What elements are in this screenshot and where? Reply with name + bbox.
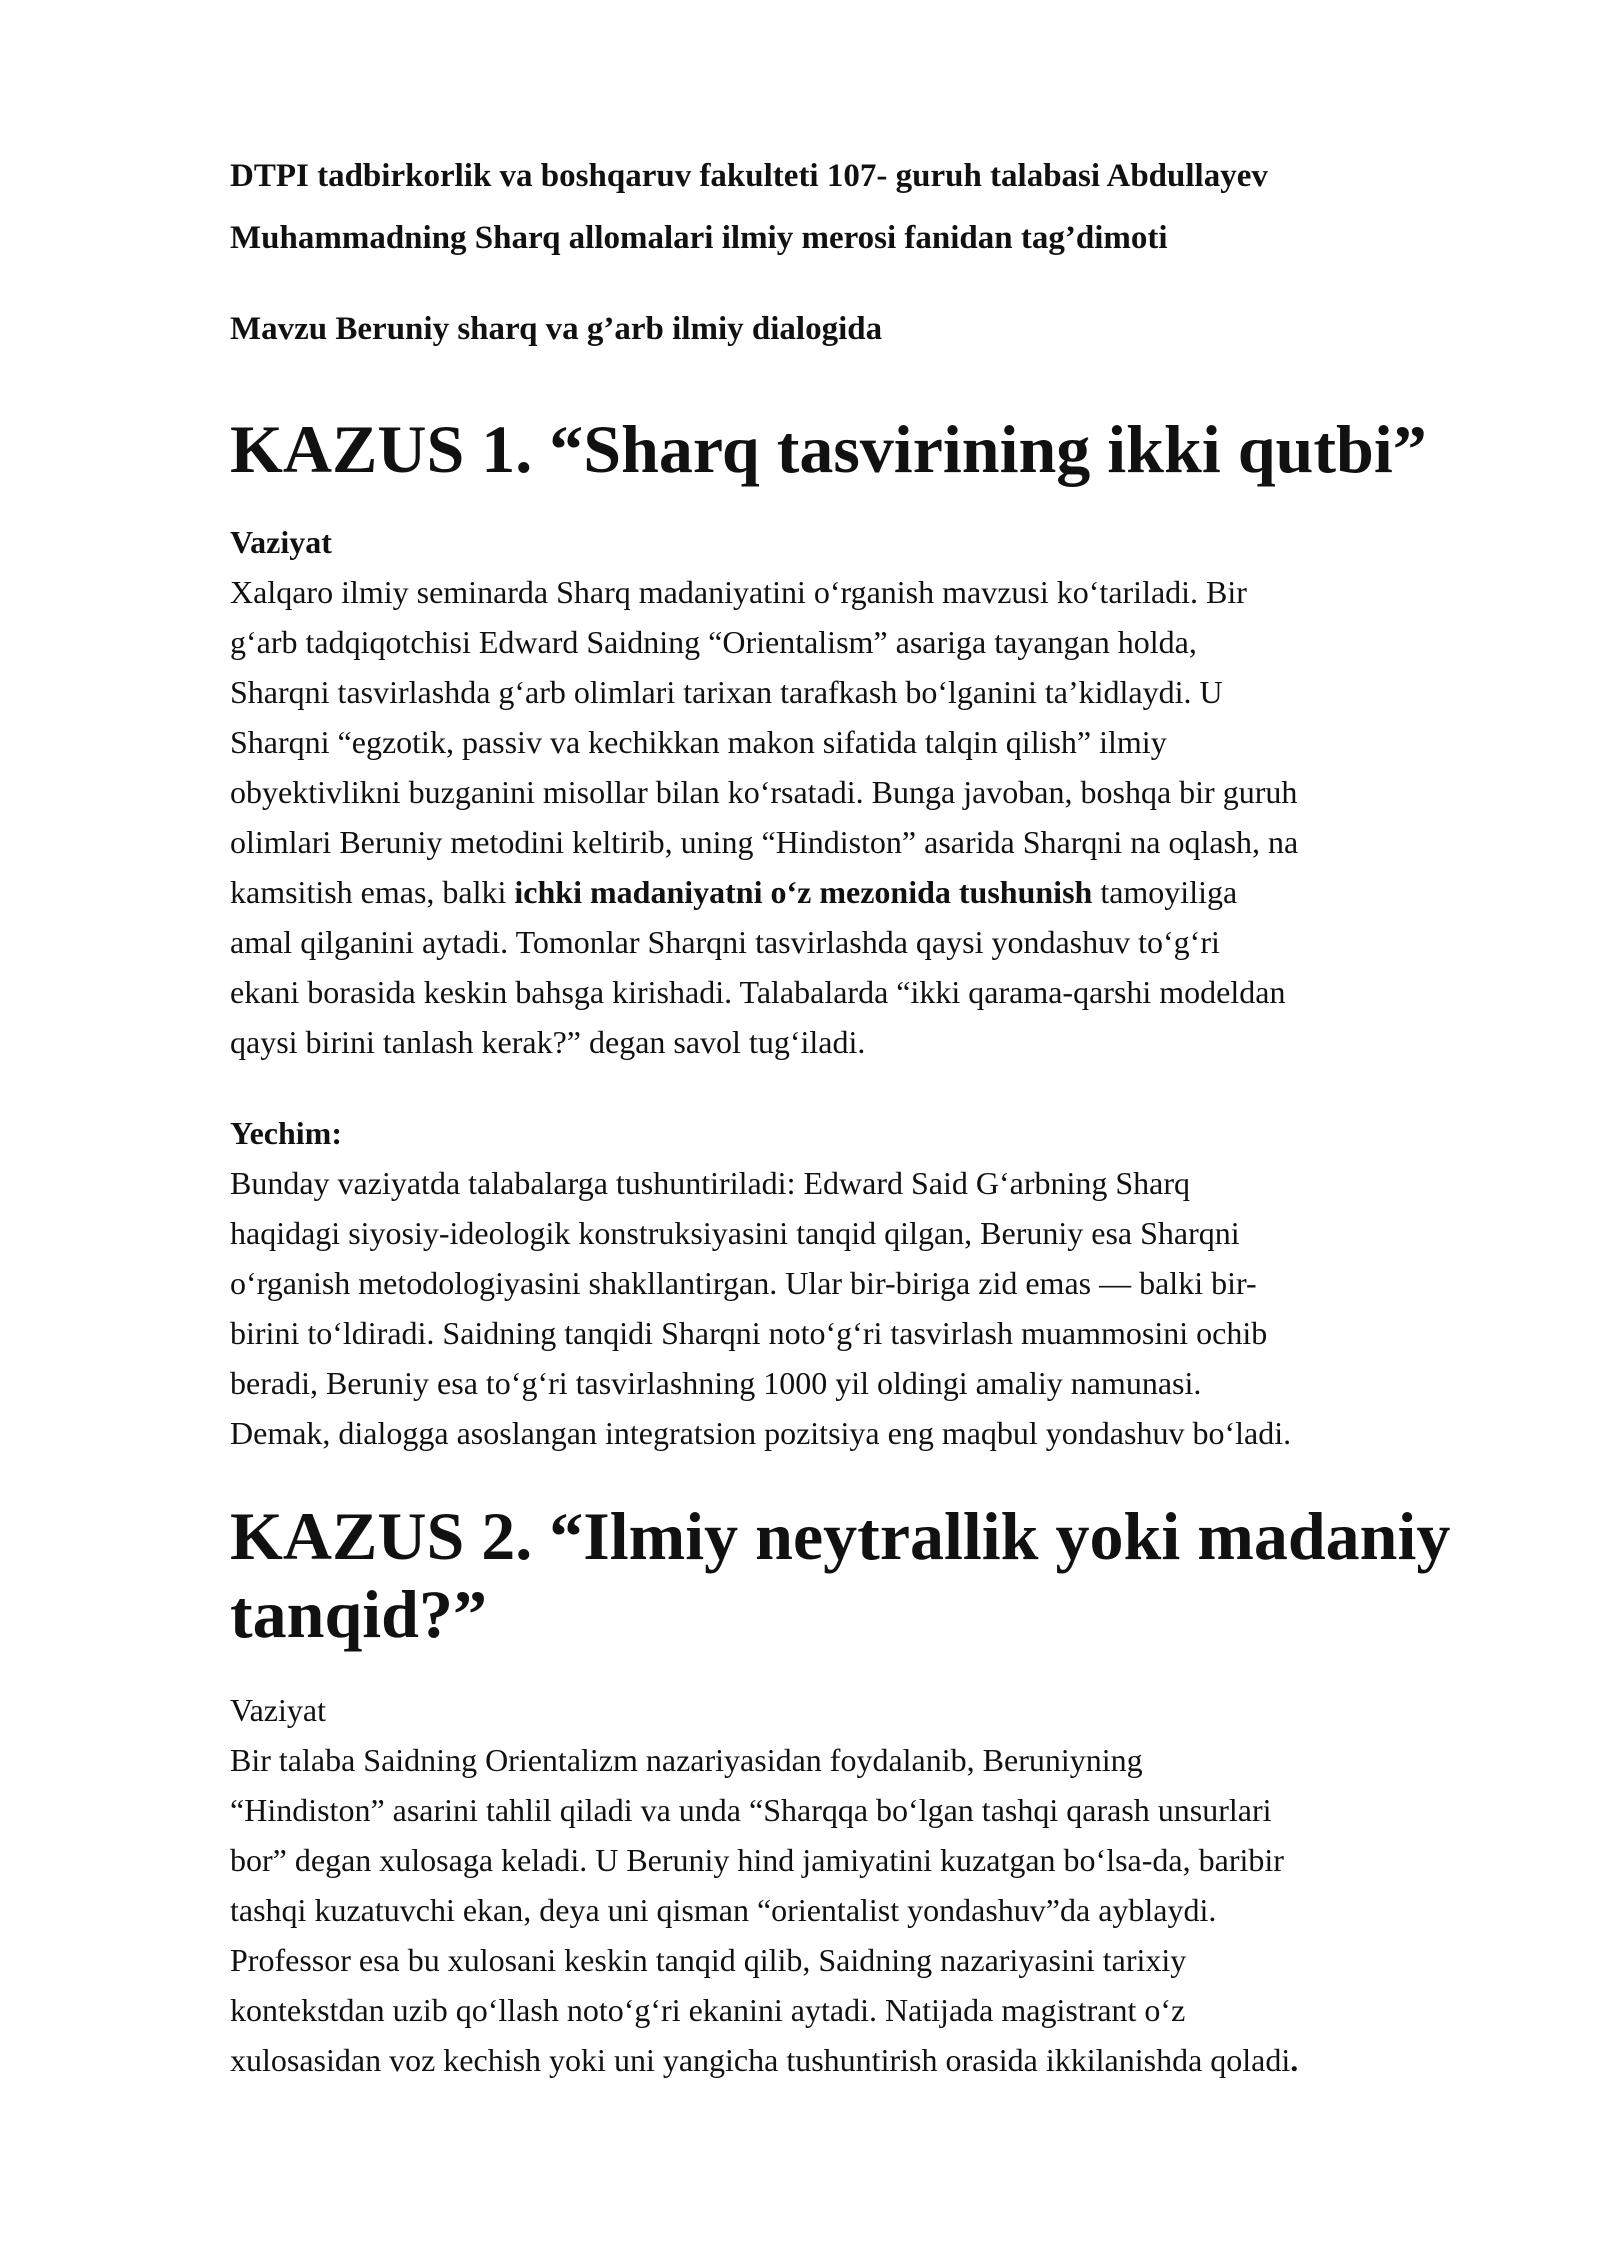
emphasis-text: ichki madaniyatni o‘z mezonida tushunish [514,874,1093,910]
header-line-2: Muhammadning Sharq allomalari ilmiy merosi fanidan tag’dimoti [230,220,1168,256]
topic-line: Mavzu Beruniy sharq va g’arb ilmiy dialogida [230,311,883,347]
text-line: birini to‘ldiradi. Saidning tanqidi Sharqni noto‘g‘ri tasvirlash muammosini ochib [230,1315,1268,1351]
text-line: haqidagi siyosiy-ideologik konstruksiyasini tanqid qilgan, Beruniy esa Sharqni [230,1215,1240,1251]
text-line: Sharqni tasvirlashda g‘arb olimlari tarixan tarafkash bo‘lganini ta’kidlaydi. U [230,674,1223,710]
text-line: Bir talaba Saidning Orientalizm nazariyasidan foydalanib, Beruniyning [230,1742,1143,1778]
kazus-2-heading-line-1: KAZUS 2. “Ilmiy neytrallik yoki madaniy [230,1498,1451,1574]
kazus-1-solution-text [230,1158,1530,1458]
text-line: obyektivlikni buzganini misollar bilan ko‘rsatadi. Bunga javoban, boshqa bir guruh [230,774,1298,810]
text-fragment: tamoyiliga [1092,874,1238,910]
text-line: “Hindiston” asarini tahlil qiladi va unda “Sharqqa bo‘lgan tashqi qarash unsurlari [230,1792,1272,1828]
text-line: bor” degan xulosaga keladi. U Beruniy hind jamiyatini kuzatgan bo‘lsa-da, baribir [230,1842,1284,1878]
text-line: Demak, dialogga asoslangan integratsion pozitsiya eng maqbul yondashuv bo‘ladi. [230,1415,1292,1451]
text-fragment: xulosasidan voz kechish yoki uni yangicha tushuntirish orasida ikkilanishda qoladi [230,2042,1291,2078]
text-line [230,2035,1530,2085]
kazus-1-situation-label: Vaziyat [230,524,332,560]
bold-period: . [1290,2042,1299,2078]
text-line: Sharqni “egzotik, passiv va kechikkan makon sifatida talqin qilish” ilmiy [230,724,1167,760]
text-line: o‘rganish metodologiyasini shakllantirgan. Ular bir-biriga zid emas — balki bir- [230,1265,1257,1301]
kazus-2-situation-label: Vaziyat [230,1692,326,1728]
text-line: ekani borasida keskin bahsga kirishadi. Talabalarda “ikki qarama-qarshi modeldan [230,974,1286,1010]
text-line: Bunday vaziyatda talabalarga tushuntiriladi: Edward Said G‘arbning Sharq [230,1165,1191,1201]
text-line: tashqi kuzatuvchi ekan, deya uni qisman “orientalist yondashuv”da ayblaydi. [230,1892,1217,1928]
document-header [230,145,1520,269]
text-line: kontekstdan uzib qo‘llash noto‘g‘ri ekanini aytadi. Natijada magistrant o‘z [230,1992,1186,2028]
kazus-2-situation-text [230,1735,1530,2085]
kazus-1-heading: KAZUS 1. “Sharq tasvirining ikki qutbi” [230,411,1427,487]
text-line: beradi, Beruniy esa to‘g‘ri tasvirlashning 1000 yil oldingi amaliy namunasi. [230,1365,1202,1401]
text-line-with-emphasis [230,867,1530,917]
text-line: g‘arb tadqiqotchisi Edward Saidning “Orientalism” asariga tayangan holda, [230,624,1197,660]
text-fragment: kamsitish emas, balki [230,874,515,910]
header-line-1: DTPI tadbirkorlik va boshqaruv fakulteti 107- guruh talabasi Abdullayev [230,158,1268,194]
text-line: Xalqaro ilmiy seminarda Sharq madaniyatini o‘rganish mavzusi ko‘tariladi. Bir [230,574,1247,610]
text-line: olimlari Beruniy metodini keltirib, uning “Hindiston” asarida Sharqni na oqlash, na [230,824,1299,860]
kazus-2-heading [230,1497,1520,1653]
text-line: Professor esa bu xulosani keskin tanqid qilib, Saidning nazariyasini tarixiy [230,1942,1187,1978]
kazus-1-solution-label: Yechim: [230,1115,342,1151]
kazus-1-situation-text [230,567,1530,1067]
text-line: amal qilganini aytadi. Tomonlar Sharqni tasvirlashda qaysi yondashuv to‘g‘ri [230,924,1220,960]
kazus-2-heading-line-2: tanqid?” [230,1576,487,1652]
text-line: qaysi birini tanlash kerak?” degan savol tug‘iladi. [230,1024,866,1060]
